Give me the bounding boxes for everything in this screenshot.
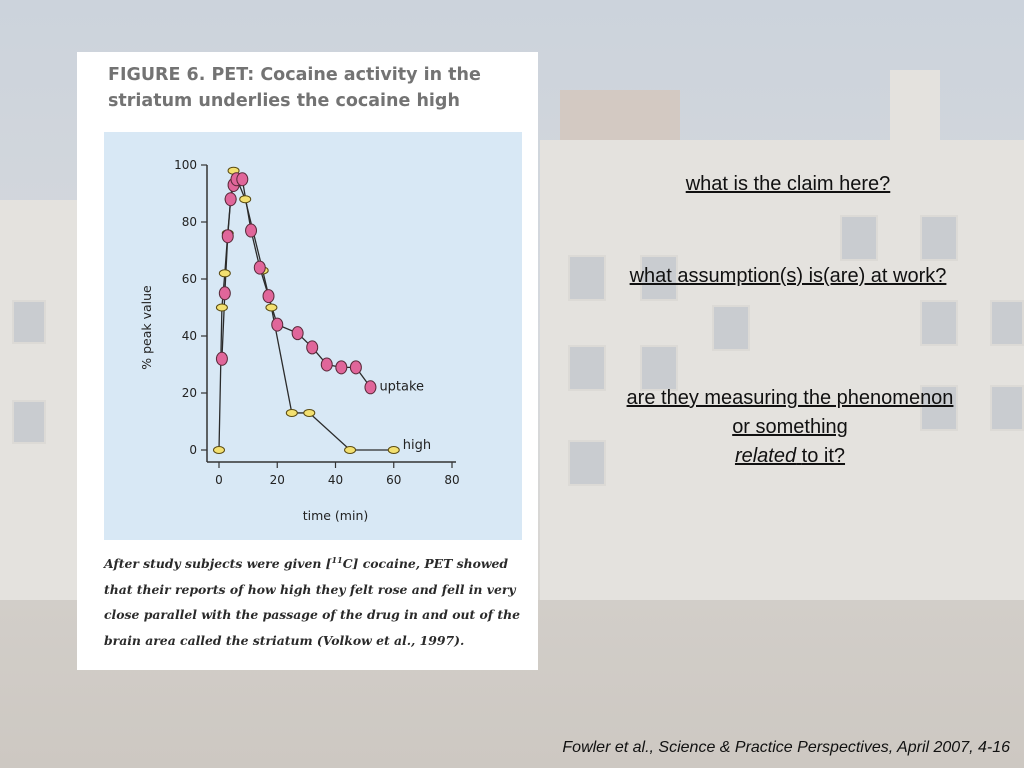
question-assumptions: what assumption(s) is(are) at work? — [629, 265, 947, 287]
series-line-uptake — [222, 179, 371, 387]
data-point-uptake — [246, 224, 257, 237]
x-tick-label: 20 — [269, 473, 285, 487]
pet-chart — [104, 132, 522, 540]
y-tick-label: 0 — [189, 443, 197, 457]
citation: Fowler et al., Science & Practice Perspectives, April 2007, 4-16 — [562, 739, 1010, 756]
question-measuring-text: are they measuring the phenomenon or something — [626, 387, 954, 438]
y-tick-label: 20 — [181, 386, 197, 400]
data-point-uptake — [219, 287, 230, 300]
question-claim: what is the claim here? — [685, 173, 891, 195]
data-point-high — [304, 409, 315, 416]
x-tick-label: 40 — [327, 473, 344, 487]
y-tick-label: 80 — [181, 215, 197, 229]
series-label-uptake: uptake — [379, 379, 425, 395]
data-point-uptake — [225, 193, 236, 206]
x-tick-label: 0 — [215, 473, 223, 487]
data-point-high — [286, 409, 297, 416]
data-point-high — [240, 196, 251, 203]
y-tick-label: 60 — [181, 272, 197, 286]
data-point-uptake — [237, 173, 248, 186]
data-point-high — [214, 447, 225, 454]
caption-text-start: After study subjects were given [ — [104, 556, 332, 572]
plot-panel — [104, 132, 522, 540]
y-tick-label: 40 — [181, 329, 197, 343]
series-line-high — [219, 171, 394, 450]
data-point-high — [266, 304, 277, 311]
figure-card — [77, 52, 538, 670]
x-tick-label: 60 — [386, 473, 402, 487]
data-point-uptake — [216, 352, 227, 365]
data-point-high — [345, 447, 356, 454]
x-tick-label: 80 — [444, 473, 460, 487]
caption-superscript: 11 — [331, 555, 343, 565]
y-tick-label: 100 — [174, 158, 197, 172]
figure-title: FIGURE 6. PET: Cocaine activity in the striatum underlies the cocaine high — [108, 65, 481, 111]
series-label-high: high — [402, 438, 432, 453]
figure-caption — [104, 548, 524, 653]
x-axis-label: time (min) — [302, 508, 369, 523]
question-measuring-emphasis: related — [734, 445, 797, 467]
data-point-uptake — [321, 358, 332, 371]
data-point-uptake — [307, 341, 318, 354]
data-point-uptake — [336, 361, 347, 374]
data-point-high — [388, 447, 399, 454]
data-point-high — [216, 304, 227, 311]
y-axis-label: % peak value — [139, 285, 154, 370]
data-point-uptake — [272, 318, 283, 331]
question-measuring — [620, 384, 960, 471]
data-point-uptake — [365, 381, 376, 394]
data-point-uptake — [350, 361, 361, 374]
question-measuring-end: to it? — [801, 445, 846, 467]
caption-text-end: C] cocaine, PET showed that their reports of how high they felt rose and fell in very close parallel with the passage of the drug in and out of the brain area called the striatum (Volkow et al., 1997). — [104, 556, 521, 648]
data-point-uptake — [254, 261, 265, 274]
data-point-uptake — [222, 230, 233, 243]
data-point-uptake — [292, 327, 303, 340]
data-point-uptake — [263, 290, 274, 303]
data-point-high — [219, 270, 230, 277]
